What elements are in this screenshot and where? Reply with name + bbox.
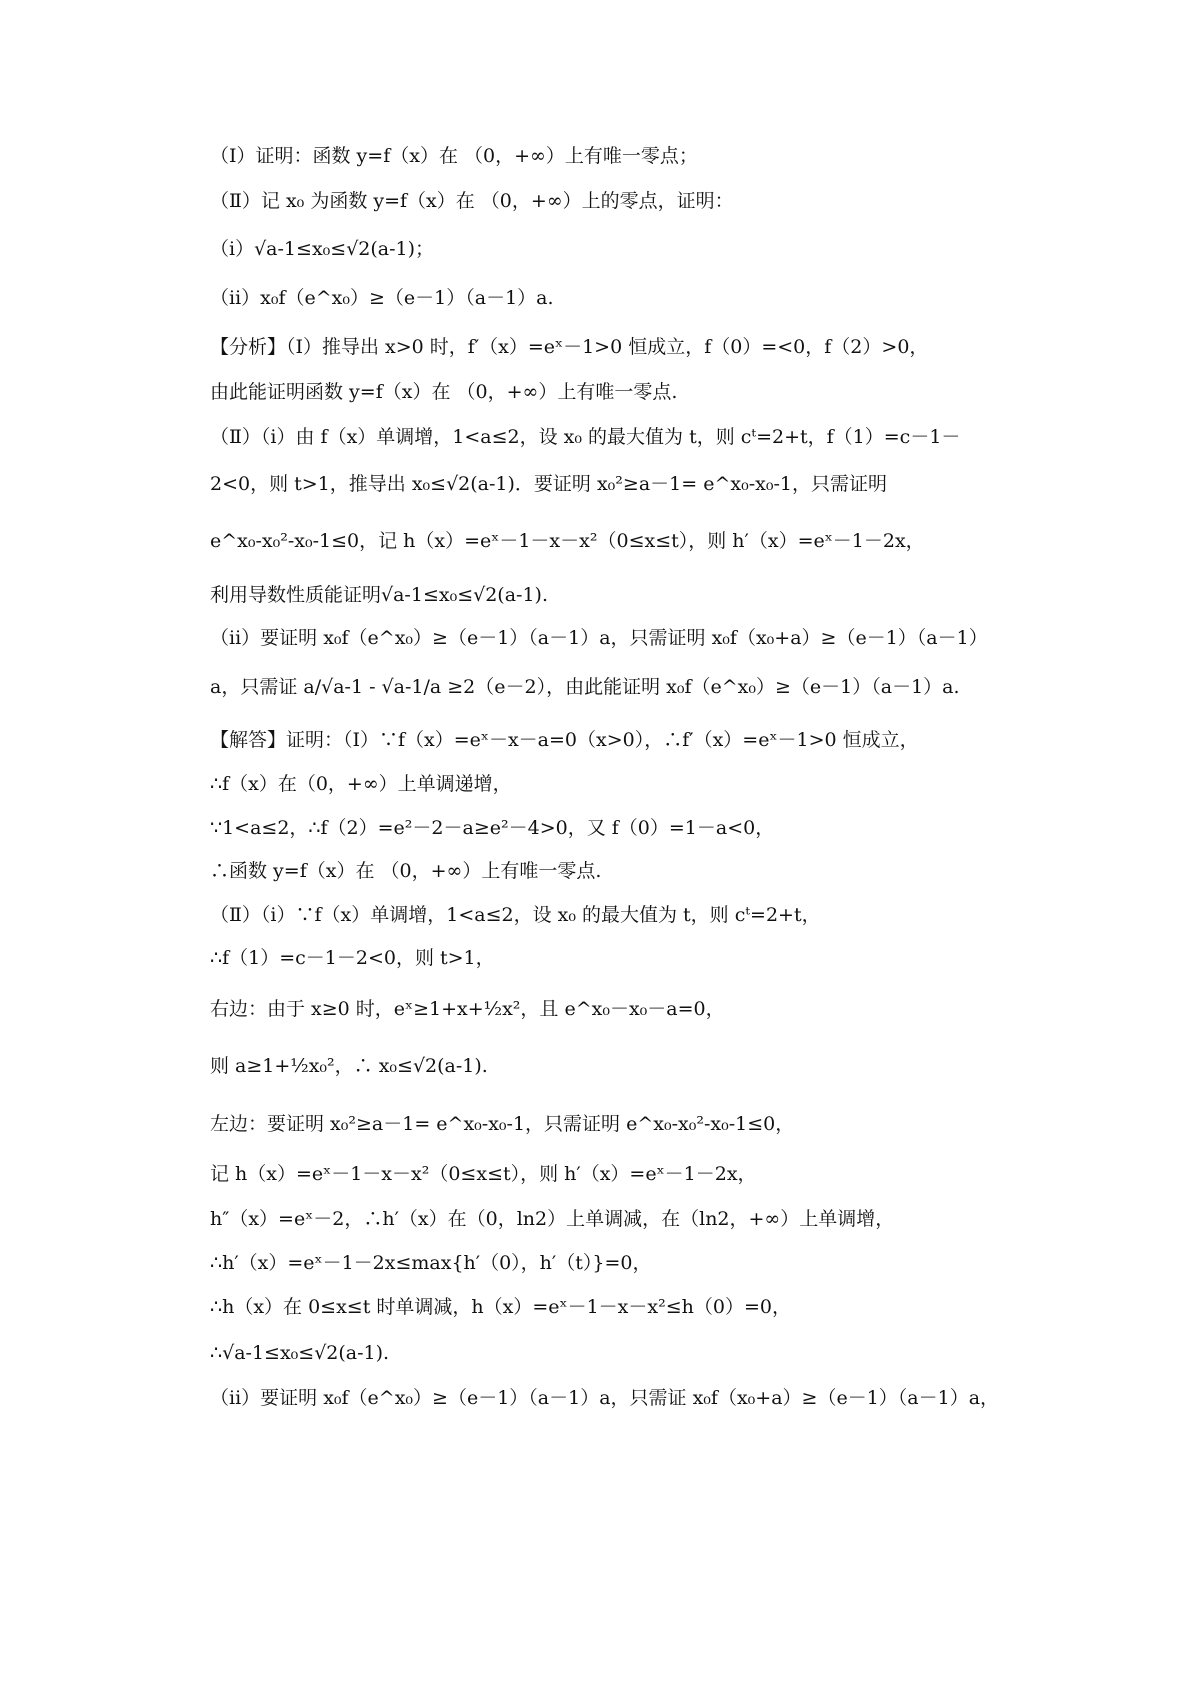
line-solution-14: ∴√a-1≤x₀≤√2(a-1). (210, 1342, 390, 1364)
line-solution-5: （Ⅱ）（i）∵f（x）单调增，1<a≤2，设 x₀ 的最大值为 t，则 cᵗ=2+t， (210, 904, 821, 926)
line-solution-3: ∵1<a≤2，∴f（2）=e²－2－a≥e²－4>0，又 f（0）=1－a<0， (210, 817, 775, 839)
line-solution-12: ∴h′（x）=eˣ－1－2x≤max{h′（0），h′（t）}=0， (210, 1252, 652, 1274)
line-solution-7: 右边：由于 x≥0 时，eˣ≥1+x+½x²，且 e^x₀－x₀－a=0， (210, 998, 725, 1020)
line-solution-2: ∴f（x）在（0，+∞）上单调递增， (210, 773, 512, 795)
line-part-2-i: （ⅰ）√a-1≤x₀≤√2(a-1)； (210, 238, 435, 260)
line-analysis-8: a，只需证 a/√a-1 - √a-1/a ≥2（e－2），由此能证明 x₀f（e^x₀）≥（e－1）（a－1）a. (210, 676, 960, 698)
line-solution-6: ∴f（1）=c－1－2<0，则 t>1， (210, 947, 495, 969)
line-analysis-2: 由此能证明函数 y=f（x）在 （0，+∞）上有唯一零点. (210, 381, 678, 403)
line-part-1: （Ⅰ）证明：函数 y=f（x）在 （0，+∞）上有唯一零点； (210, 145, 698, 167)
line-analysis-1: 【分析】（Ⅰ）推导出 x>0 时，f′（x）=eˣ－1>0 恒成立，f（0）=<0，f（2）>0， (210, 336, 929, 358)
line-solution-11: h″（x）=eˣ－2，∴h′（x）在（0，ln2）上单调减，在（ln2，+∞）上单调增， (210, 1208, 895, 1230)
line-solution-10: 记 h（x）=eˣ－1－x－x²（0≤x≤t），则 h′（x）=eˣ－1－2x， (210, 1163, 757, 1185)
line-analysis-3: （Ⅱ）（i）由 f（x）单调增，1<a≤2，设 x₀ 的最大值为 t，则 cᵗ=2+t，f（1）=c－1－ (210, 426, 961, 448)
line-solution-1: 【解答】证明：（Ⅰ）∵f（x）=eˣ－x－a=0（x>0），∴f′（x）=eˣ－1>0 恒成立， (210, 729, 919, 751)
line-solution-13: ∴h（x）在 0≤x≤t 时单调减，h（x）=eˣ－1－x－x²≤h（0）=0， (210, 1296, 791, 1318)
line-part-2: （Ⅱ）记 x₀ 为函数 y=f（x）在 （0，+∞）上的零点，证明： (210, 190, 734, 212)
line-solution-8: 则 a≥1+½x₀²，∴ x₀≤√2(a-1). (210, 1055, 488, 1077)
line-analysis-7: （ii）要证明 x₀f（e^x₀）≥（e－1）（a－1）a，只需证明 x₀f（x₀+a）≥（e－1）（a－1） (210, 627, 988, 649)
line-part-2-ii: （ⅱ）x₀f（e^x₀）≥（e－1）（a－1）a. (210, 287, 554, 309)
line-solution-9: 左边：要证明 x₀²≥a－1= e^x₀-x₀-1，只需证明 e^x₀-x₀²-x₀-1≤0， (210, 1113, 795, 1135)
line-solution-4: ∴函数 y=f（x）在 （0，+∞）上有唯一零点. (210, 860, 602, 882)
line-analysis-6: 利用导数性质能证明√a-1≤x₀≤√2(a-1). (210, 584, 549, 606)
line-solution-15: （ii）要证明 x₀f（e^x₀）≥（e－1）（a－1）a，只需证 x₀f（x₀+a）≥（e－1）（a－1）a， (210, 1387, 1000, 1409)
line-analysis-5: e^x₀-x₀²-x₀-1≤0，记 h（x）=eˣ－1－x－x²（0≤x≤t），则 h′（x）=eˣ－1－2x， (210, 530, 925, 552)
line-analysis-4: 2<0，则 t>1，推导出 x₀≤√2(a-1)．要证明 x₀²≥a－1= e^x₀-x₀-1，只需证明 (210, 473, 887, 495)
